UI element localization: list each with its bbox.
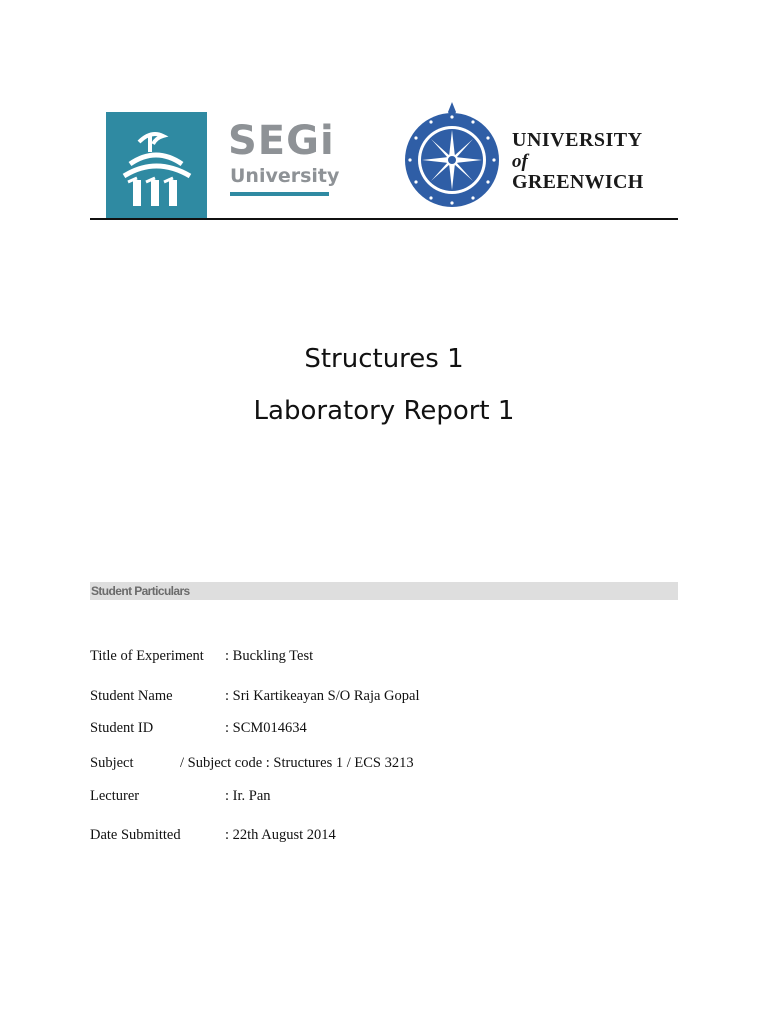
particulars-value: : Buckling Test	[225, 648, 314, 664]
greenwich-wordmark-line2: of	[512, 151, 528, 172]
particulars-value: : SCM014634	[225, 720, 307, 736]
greenwich-wordmark-line3: GREENWICH	[512, 171, 644, 193]
particulars-value: : 22th August 2014	[225, 827, 336, 843]
particulars-label: Student Name	[90, 688, 173, 704]
particulars-value: / Subject code : Structures 1 / ECS 3213	[180, 755, 414, 771]
particulars-label: Date Submitted	[90, 827, 181, 843]
report-title-lab: Laboratory Report 1	[253, 396, 515, 426]
particulars-label: Student ID	[90, 720, 154, 736]
report-title-course: Structures 1	[304, 344, 464, 374]
segi-logo-subtitle: University	[230, 165, 340, 187]
particulars-value: : Ir. Pan	[225, 788, 271, 804]
particulars-label: Title of Experiment	[90, 648, 204, 664]
student-particulars-list	[90, 0, 678, 1024]
segi-logo-name: SEGi	[228, 118, 335, 164]
section-heading: Student Particulars	[91, 584, 190, 598]
particulars-value: : Sri Kartikeayan S/O Raja Gopal	[225, 688, 420, 704]
particulars-label: Lecturer	[90, 788, 140, 804]
particulars-label: Subject	[90, 755, 134, 771]
greenwich-wordmark-line1: UNIVERSITY	[512, 129, 643, 151]
